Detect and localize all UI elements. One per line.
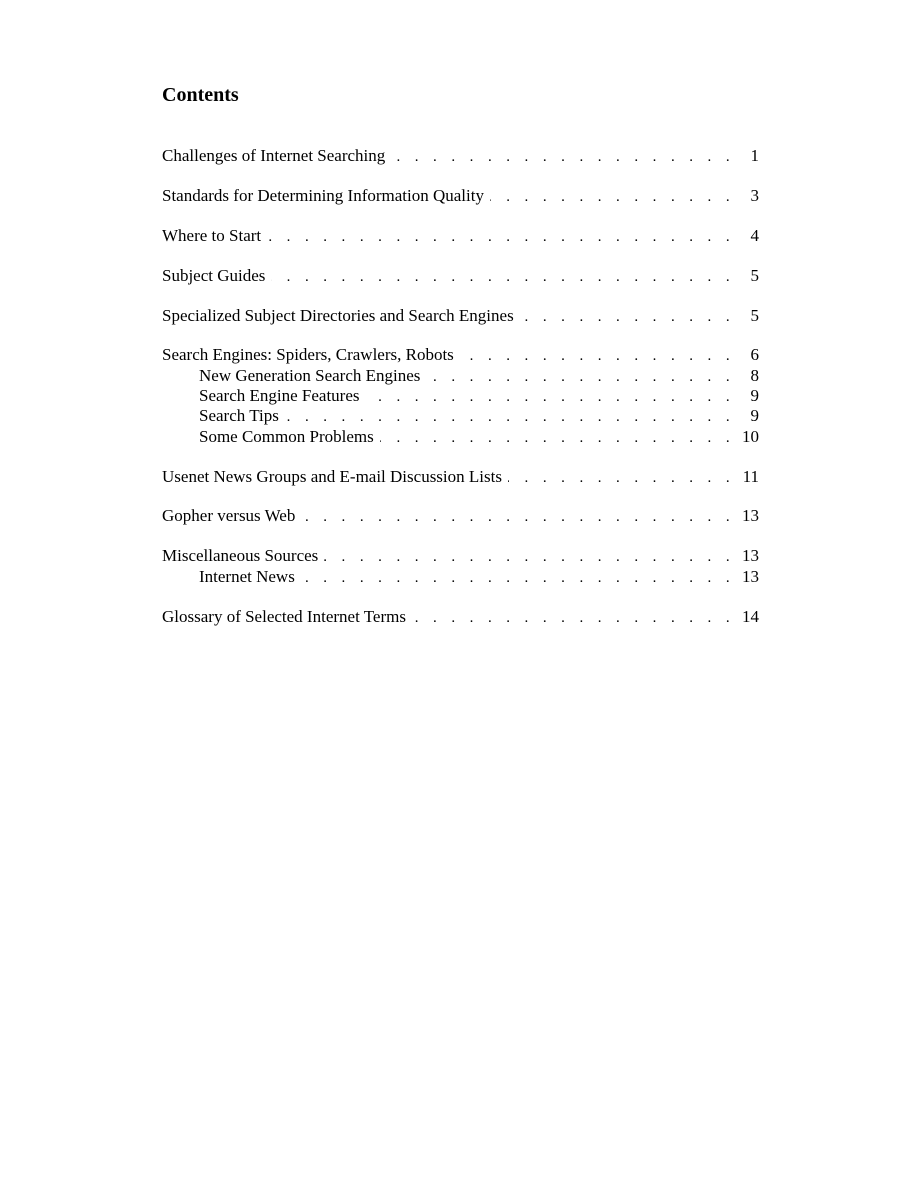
toc-entry-page: 3 <box>750 185 759 205</box>
toc-entry <box>162 226 759 246</box>
dot-leader <box>267 227 735 247</box>
dot-leader <box>460 346 735 366</box>
toc-entry-title: Search Tips <box>199 406 279 426</box>
toc-entry-page: 4 <box>750 225 759 245</box>
toc-entry-title: Search Engine Features <box>199 386 360 406</box>
toc-entry <box>162 467 759 487</box>
dot-leader <box>271 267 735 287</box>
toc-group <box>162 546 759 587</box>
toc-group <box>162 607 759 627</box>
dot-leader <box>285 407 735 427</box>
toc-entry-page: 5 <box>750 305 759 325</box>
toc-entry-page: 6 <box>750 345 759 365</box>
dot-leader <box>391 147 735 167</box>
toc-entry-page: 10 <box>742 426 759 446</box>
toc-entry <box>162 546 759 566</box>
toc-subentry <box>162 386 759 406</box>
toc-entry-page: 1 <box>750 146 759 165</box>
toc-entry-page: 13 <box>742 506 759 526</box>
toc-subentry <box>162 406 759 426</box>
dot-leader <box>508 468 735 488</box>
toc-group <box>162 506 759 526</box>
toc-entry <box>162 345 759 365</box>
toc-entry-page: 5 <box>750 265 759 285</box>
toc-entry-title: Specialized Subject Directories and Search Engines <box>162 305 514 325</box>
dot-leader <box>380 428 735 448</box>
toc-entry-page: 9 <box>750 406 759 426</box>
toc-group <box>162 345 759 446</box>
toc-entry-title: Standards for Determining Information Quality <box>162 185 484 205</box>
toc-entry-page: 14 <box>742 606 759 626</box>
dot-leader <box>490 187 735 207</box>
toc-entry-title: Challenges of Internet Searching <box>162 146 386 165</box>
toc-entry-title: Glossary of Selected Internet Terms <box>162 606 406 626</box>
dot-leader <box>301 507 735 527</box>
table-of-contents <box>162 146 759 646</box>
toc-entry <box>162 186 759 206</box>
toc-entry-title: Internet News <box>199 566 295 586</box>
toc-group <box>162 226 759 246</box>
toc-group <box>162 306 759 326</box>
toc-entry <box>162 146 759 166</box>
dot-leader <box>301 568 735 588</box>
toc-entry-title: Some Common Problems <box>199 426 374 446</box>
toc-group <box>162 186 759 206</box>
toc-entry-page: 9 <box>750 386 759 406</box>
dot-leader <box>520 307 735 327</box>
dot-leader <box>412 608 735 628</box>
dot-leader <box>324 547 735 567</box>
toc-entry-page: 13 <box>742 546 759 566</box>
toc-entry-page: 13 <box>742 566 759 586</box>
toc-entry-title: Search Engines: Spiders, Crawlers, Robots <box>162 345 454 365</box>
toc-entry-title: New Generation Search Engines <box>199 365 421 385</box>
dot-leader <box>426 367 735 387</box>
toc-subentry <box>162 567 759 587</box>
toc-entry-title: Miscellaneous Sources <box>162 546 319 566</box>
dot-leader <box>366 387 736 407</box>
toc-entry-page: 8 <box>750 365 759 385</box>
toc-entry <box>162 506 759 526</box>
toc-entry-title: Gopher versus Web <box>162 506 296 526</box>
toc-entry <box>162 607 759 627</box>
toc-entry <box>162 266 759 286</box>
toc-group <box>162 266 759 286</box>
toc-entry-title: Usenet News Groups and E-mail Discussion Lists <box>162 466 502 486</box>
toc-entry <box>162 306 759 326</box>
toc-subentry <box>162 366 759 386</box>
toc-entry-page: 11 <box>742 466 759 486</box>
toc-group <box>162 146 759 166</box>
page-title: Contents <box>162 84 239 106</box>
toc-group <box>162 467 759 487</box>
toc-subentry <box>162 427 759 447</box>
toc-entry-title: Subject Guides <box>162 265 266 285</box>
toc-entry-title: Where to Start <box>162 225 262 245</box>
